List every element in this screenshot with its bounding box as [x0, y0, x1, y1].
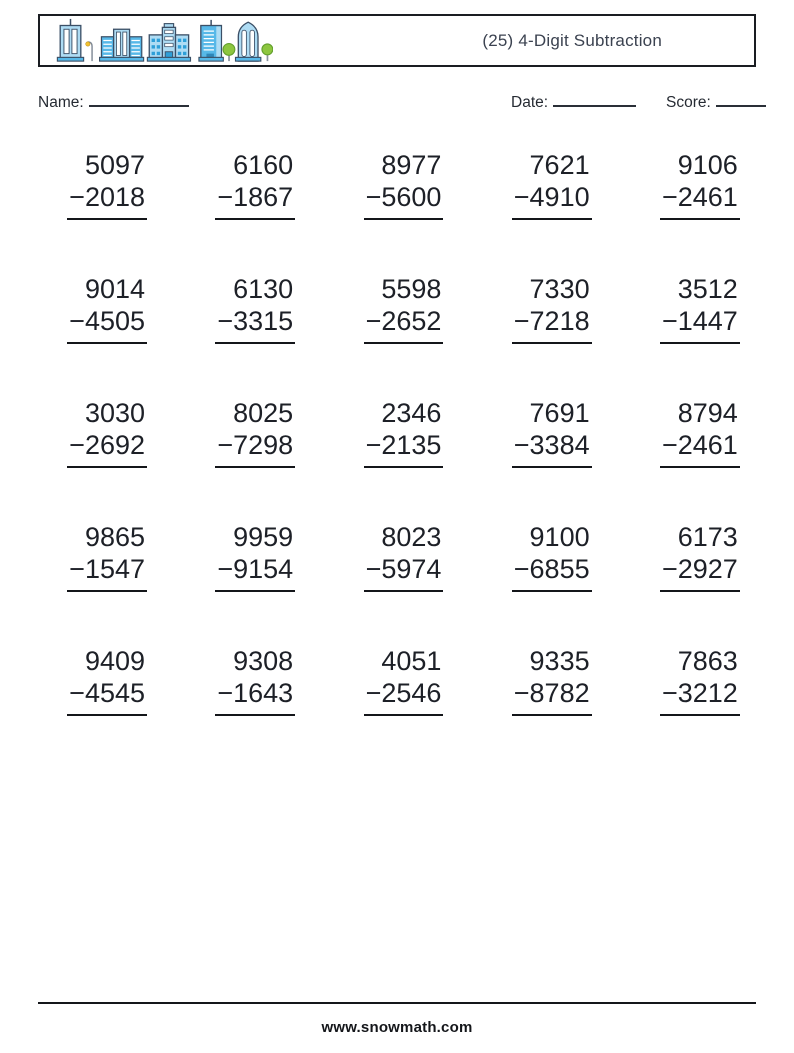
minuend: 8977: [381, 150, 442, 180]
date-label: Date:: [511, 94, 549, 111]
minuend: 6173: [677, 522, 738, 552]
subtrahend: −7218: [512, 305, 592, 344]
minuend: 5598: [381, 274, 442, 304]
subtrahend: −2692: [67, 429, 147, 468]
city-buildings-logo: [48, 17, 273, 64]
minuend: 7691: [529, 398, 590, 428]
score-label: Score:: [666, 94, 711, 111]
subtrahend: −2461: [660, 429, 740, 468]
subtrahend: −2461: [660, 181, 740, 220]
tree-icon: [262, 44, 273, 61]
subtrahend: −5974: [364, 553, 444, 592]
subtraction-problem-11: [67, 397, 147, 468]
subtrahend: −6855: [512, 553, 592, 592]
subtraction-problem-3: [364, 149, 444, 220]
subtraction-problem-18: [364, 521, 444, 592]
subtraction-problem-2: [215, 149, 295, 220]
header-box: [38, 14, 756, 67]
minuend: 9959: [233, 522, 294, 552]
subtraction-problem-19: [512, 521, 592, 592]
minuend: 7330: [529, 274, 590, 304]
subtrahend: −1547: [67, 553, 147, 592]
minuend: 9100: [529, 522, 590, 552]
subtrahend: −3212: [660, 677, 740, 716]
tree-icon: [223, 44, 235, 62]
subtraction-problem-16: [67, 521, 147, 592]
subtraction-problem-10: [660, 273, 740, 344]
minuend: 4051: [381, 646, 442, 676]
subtrahend: −8782: [512, 677, 592, 716]
subtraction-problem-24: [512, 645, 592, 716]
subtrahend: −1867: [215, 181, 295, 220]
minuend: 9409: [84, 646, 146, 676]
subtrahend: −2652: [364, 305, 444, 344]
subtraction-problem-1: [67, 149, 147, 220]
subtrahend: −2018: [67, 181, 147, 220]
dome-building-icon: [236, 22, 261, 61]
apartment-building-icon: [147, 24, 190, 62]
subtrahend: −4910: [512, 181, 592, 220]
footer-divider: [38, 1002, 756, 1004]
minuend: 9106: [677, 150, 738, 180]
minuend: 8794: [677, 398, 738, 428]
subtraction-problem-9: [512, 273, 592, 344]
subtrahend: −9154: [215, 553, 295, 592]
subtraction-problem-23: [364, 645, 444, 716]
minuend: 9308: [233, 646, 294, 676]
subtraction-problem-22: [215, 645, 295, 716]
tower-building-icon: [199, 20, 223, 61]
date-blank-line: [553, 92, 636, 107]
street-lamp-icon: [86, 42, 92, 61]
problems-grid: [33, 149, 774, 716]
score-field: [666, 92, 766, 112]
subtraction-problem-25: [660, 645, 740, 716]
minuend: 9865: [84, 522, 146, 552]
office-building-icon: [100, 29, 144, 61]
subtrahend: −2927: [660, 553, 740, 592]
subtraction-problem-20: [660, 521, 740, 592]
subtrahend: −2135: [364, 429, 444, 468]
date-field: [511, 92, 636, 112]
subtraction-problem-8: [364, 273, 444, 344]
name-blank-line: [89, 92, 189, 107]
minuend: 5097: [84, 150, 146, 180]
minuend: 3030: [84, 398, 146, 428]
fields-row: [0, 92, 794, 116]
subtrahend: −3315: [215, 305, 295, 344]
minuend: 6160: [233, 150, 294, 180]
minuend: 8025: [233, 398, 294, 428]
subtraction-problem-17: [215, 521, 295, 592]
subtraction-problem-4: [512, 149, 592, 220]
minuend: 6130: [233, 274, 294, 304]
name-label: Name:: [38, 94, 84, 111]
subtraction-problem-12: [215, 397, 295, 468]
subtrahend: −7298: [215, 429, 295, 468]
subtrahend: −5600: [364, 181, 444, 220]
subtraction-problem-7: [215, 273, 295, 344]
subtraction-problem-5: [660, 149, 740, 220]
minuend: 7863: [677, 646, 738, 676]
subtraction-problem-6: [67, 273, 147, 344]
minuend: 3512: [677, 274, 738, 304]
subtrahend: −4545: [67, 677, 147, 716]
minuend: 2346: [381, 398, 442, 428]
subtraction-problem-13: [364, 397, 444, 468]
minuend: 8023: [381, 522, 442, 552]
subtrahend: −4505: [67, 305, 147, 344]
minuend: 9335: [529, 646, 590, 676]
website-url: www.snowmath.com: [321, 1019, 473, 1036]
subtrahend: −3384: [512, 429, 592, 468]
minuend: 7621: [529, 150, 590, 180]
minuend: 9014: [84, 274, 146, 304]
subtrahend: −1643: [215, 677, 295, 716]
subtraction-problem-15: [660, 397, 740, 468]
worksheet-title: (25) 4-Digit Subtraction: [482, 30, 662, 50]
subtrahend: −2546: [364, 677, 444, 716]
subtraction-problem-21: [67, 645, 147, 716]
score-blank-line: [716, 92, 766, 107]
name-field: [38, 92, 189, 112]
subtrahend: −1447: [660, 305, 740, 344]
skyscraper-icon: [57, 19, 83, 61]
subtraction-problem-14: [512, 397, 592, 468]
